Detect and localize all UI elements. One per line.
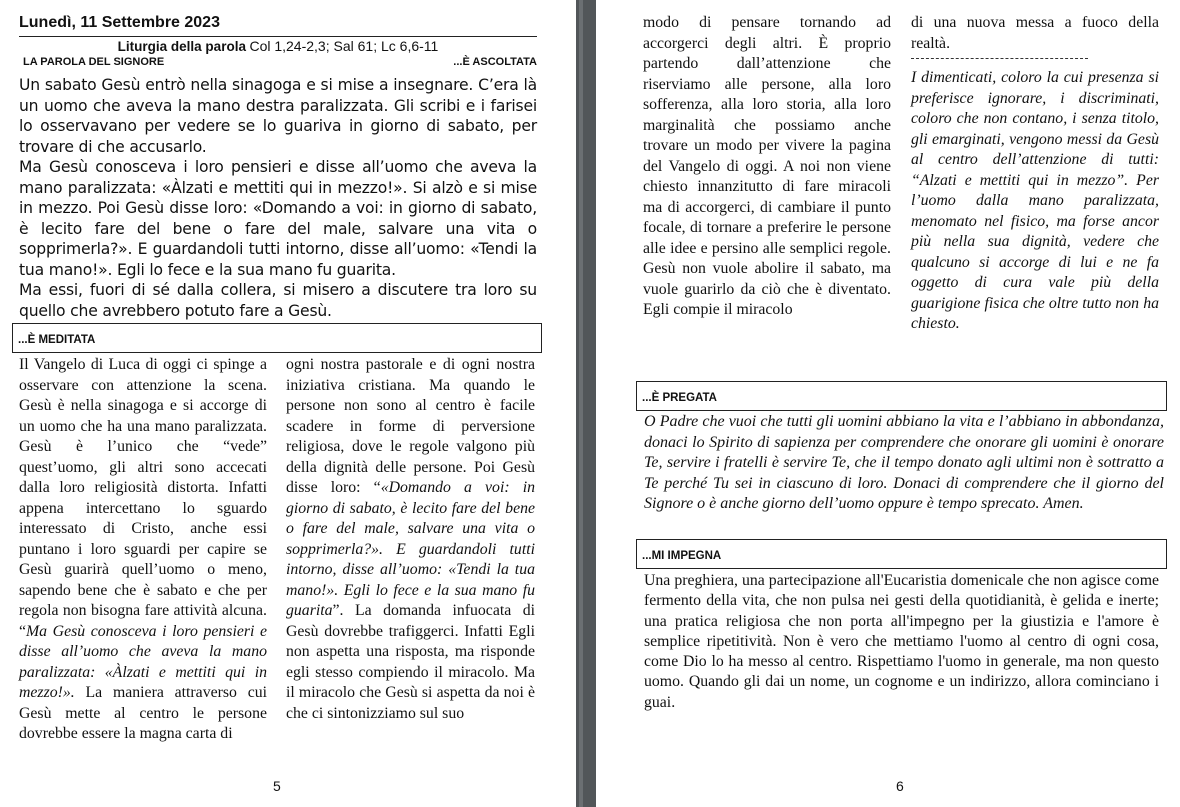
meditated-label: ...È MEDITATA <box>18 334 96 346</box>
gospel-paragraph: Ma Gesù conosceva i loro pensieri e disse all’uomo che aveva la mano paralizzata: «Àlzati e mettiti qui in mezzo!». Si alzò e si mise in mezzo. Poi Gesù disse loro: «Domando a voi: in giorno di sabato, è lecito fare del bene o fare del male, salvare una vita o sopprimerla?». E guardandoli tutti intorno, disse all’uomo: «Tendi la tua mano!». Egli lo fece e la sua mano fu guarita. <box>19 158 537 279</box>
right-page <box>596 0 1180 807</box>
left-page <box>0 0 576 807</box>
meditation-text: ”. La domanda infuocata di Gesù dovrebbe trafiggerci. Infatti Egli non aspetta una risposta, ma risponde egli stesso compiendo il miracolo. Ma il miracolo che Gesù si aspetta da noi è che ci sintonizziamo sul suo <box>286 602 535 722</box>
meditation-text: Il Vangelo di Luca di oggi ci spinge a osservare con attenzione la scena. Gesù è nella sinagoga e si accorge di un uomo che ha una mano paralizzata. Gesù è l’unico che “vede” quest’uomo, gli altri sono accecati dalla loro religiosità distorta. Infatti appena intercettano lo sguardo interessato di Cristo, anche essi puntano i loro sguardi per capire se Gesù guarirà quell’uomo o meno, sapendo bene che è sabato e che per regola non bisogna fare attività alcuna. “ <box>19 356 267 640</box>
meditation-text: La maniera attraverso cui Gesù mette al centro le persone dovrebbe essere la magna carta di <box>19 684 267 742</box>
reflection-italic-text: I dimenticati, coloro la cui presenza si preferisce ignorare, i discriminati, coloro che non contano, i senza titolo, gli emarginati, vengono messi da Gesù al centro dell’attenzione di tutti: “Alzati e mettiti qui in mezzo”. Per l’uomo dalla mano paralizzata, menomato nel fisico, ma forse ancor più nella sua dignità, vedere che qualcuno si accorge di lui e ne fa oggetto di cura vale più della guarigione fisica che oltre tutto non ha chiesto. <box>911 69 1159 332</box>
liturgy-references: Col 1,24-2,3; Sal 61; Lc 6,6-11 <box>249 38 439 54</box>
meditation-quote: Ma Gesù conosceva i loro pensieri e disse all’uomo che aveva la mano paralizzata: «Àlzati e mettiti qui in mezzo!». <box>19 622 267 701</box>
liturgy-header <box>19 36 537 56</box>
page-date: Lunedì, 11 Settembre 2023 <box>19 14 220 31</box>
prayed-section-header <box>636 381 1167 411</box>
meditation-column-1 <box>19 355 267 745</box>
commitment-section-header <box>636 539 1167 569</box>
meditation-text: ogni nostra pastorale e di ogni nostra iniziativa cristiana. Ma quando le persone non sono al centro è facile scadere in forme di perversione religiosa, dove le regole valgono più della dignità delle persone. Poi Gesù disse loro: “ <box>286 356 535 496</box>
gospel-paragraph: Un sabato Gesù entrò nella sinagoga e si mise a insegnare. C’era là un uomo che aveva la mano destra paralizzata. Gli scribi e i farisei lo osservavano per vedere se lo guariva in giorno di sabato, per trovare di che accusarlo. <box>19 76 537 156</box>
page-number: 5 <box>273 778 281 794</box>
gospel-paragraph: Ma essi, fuori di sé dalla collera, si misero a discutere tra loro su quello che avrebbero potuto fare a Gesù. <box>19 281 537 320</box>
word-of-lord-label: LA PAROLA DEL SIGNORE <box>23 56 165 68</box>
meditation-column-4 <box>911 13 1159 335</box>
dashed-divider <box>911 58 1088 59</box>
gospel-text <box>19 75 537 321</box>
commitment-label: ...MI IMPEGNA <box>642 550 722 562</box>
meditation-column-3: modo di pensare tornando ad accorgerci degli altri. È proprio partendo dall’attenzione che riserviamo alle persone, alla loro sofferenza, alla loro storia, alla loro marginalità che possiamo anche trovare un modo per vivere la pagina del Vangelo di oggi. A noi non viene chiesto innanzitutto di fare miracoli ma di accorgerci, di cambiare il punto focale, di tornare a preferire le persone alle idee e persino alle semplici regole. Gesù non vuole abolire il sabato, ma vuole guarirlo da ciò che è diventato. Egli compie il miracolo <box>643 14 891 318</box>
commitment-text: Una preghiera, una partecipazione all'Eucaristia domenicale che non agisce come fermento della vita, che non pulsa nei gesti della quotidianità, è gelida e inerte; una pratica religiosa che non porta all'impegno per la giustizia e l'amore è semplice ripetitività. Non è vero che mettiamo l'uomo al centro di ogni cosa, come Dio lo ha messo al centro. Rispettiamo l'uomo in generale, ma non questo uomo. Quando gli dai un nome, un cognome e un indirizzo, allora cominciano i guai. <box>644 572 1159 711</box>
meditated-section-header <box>12 323 542 353</box>
meditation-column-2 <box>286 355 535 724</box>
heard-label: ...È ASCOLTATA <box>453 56 537 68</box>
meditation-text: di una nuova messa a fuoco della realtà. <box>911 14 1159 52</box>
page-gutter <box>576 0 596 807</box>
prayed-label: ...È PREGATA <box>642 392 717 404</box>
liturgy-label: Liturgia della parola <box>117 39 246 54</box>
meditation-quote: «Domando a voi: in giorno di sabato, è lecito fare del bene o fare del male, salvare una vita o sopprimerla?». E guardandoli tutti intorno, disse all’uomo: «Tendi la tua mano!». Egli lo fece e la sua mano fu guarita <box>286 479 535 619</box>
prayer-text: O Padre che vuoi che tutti gli uomini abbiano la vita e l’abbiano in abbondanza, donaci lo Spirito di sapienza per comprendere che onorare gli uomini è onorare Te, servire i fratelli è servire Te, che il tempo donato agli ultimi non è sottratto a Te perché Tu sei in ciascuno di loro. Donaci di comprendere che il giorno del Signore o è anche giorno dell’uomo oppure è tempo sprecato. Amen. <box>644 413 1164 512</box>
page-number: 6 <box>896 778 904 794</box>
